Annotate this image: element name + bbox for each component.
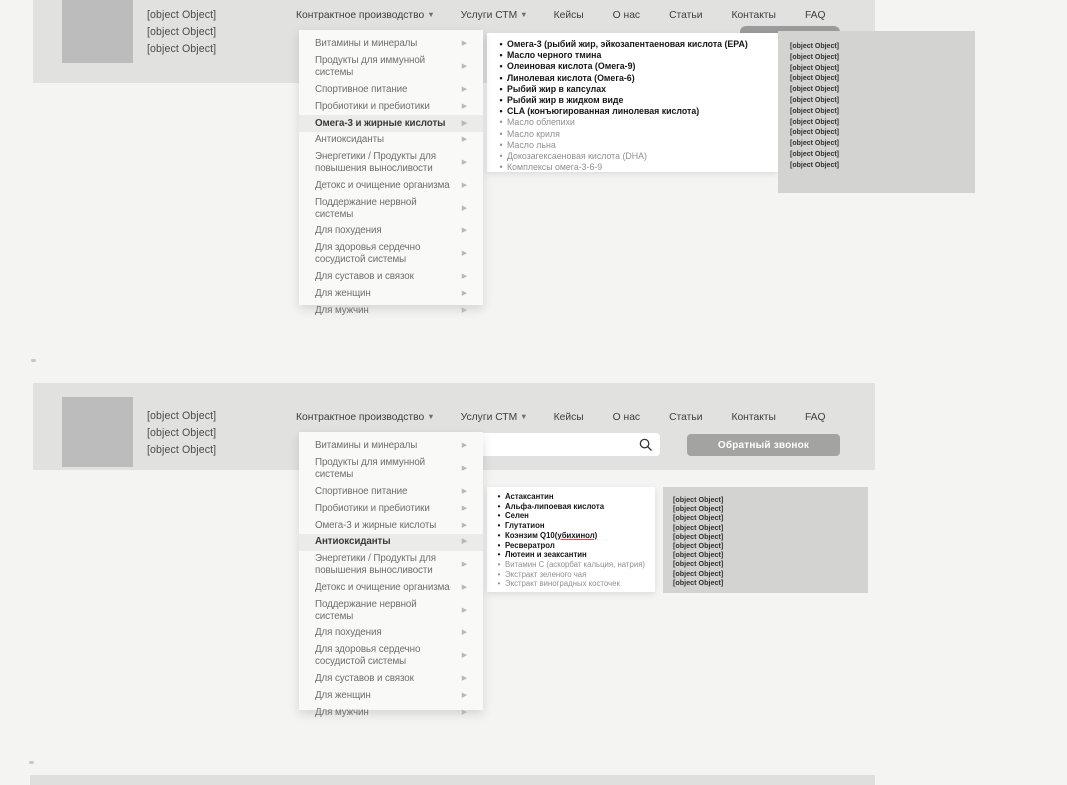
brand-tagline [147,408,216,460]
submenu-item[interactable] [493,502,649,512]
nav-item-label: FAQ [804,412,826,423]
arrow-right-icon: ▶ [461,606,467,614]
arrow-right-icon: ▶ [461,204,467,212]
arrow-right-icon: ▶ [461,159,467,167]
nav-item[interactable] [554,10,587,21]
caret-down-icon: ▼ [427,10,435,19]
main-nav [296,10,829,21]
nav-item-label: Статьи [669,10,703,21]
dropdown-item-category[interactable] [299,484,483,501]
artifact-mark [29,761,34,764]
arrow-right-icon: ▶ [461,521,467,529]
arrow-right-icon: ▶ [461,442,467,450]
category-dropdown [299,432,483,718]
submenu-item[interactable] [493,521,649,531]
submenu-item[interactable] [495,106,770,117]
dropdown-item-label: Продукты для иммунной системы [315,457,426,481]
dropdown-item-category[interactable] [299,302,483,319]
url-text: [object Object] [790,140,840,148]
arrow-right-icon: ▶ [461,272,467,280]
url-text: [object Object] [790,107,840,115]
dropdown-item-category[interactable] [299,223,483,240]
url-text: [object Object] [673,550,724,560]
submenu-item[interactable] [493,570,649,580]
bullet-icon [495,84,507,95]
dropdown-item-category[interactable] [299,704,483,721]
arrow-right-icon: ▶ [461,465,467,473]
search-field [480,433,660,456]
nav-item[interactable] [613,412,643,423]
arrow-right-icon: ▶ [461,85,467,93]
url-text: [object Object] [673,513,724,523]
submenu-item-text: Рыбий жир в капсулах [507,83,607,94]
dropdown-item-category[interactable] [299,149,483,178]
search-icon[interactable] [638,437,653,452]
arrow-right-icon: ▶ [461,652,467,660]
arrow-right-icon: ▶ [461,538,467,546]
nav-item-label: Статьи [669,412,703,423]
bullet-icon [493,541,505,551]
submenu-item-text: Омега-3 (рыбий жир, эйкозапентаеновая кислота (EPA) [507,39,748,49]
dropdown-item-category[interactable] [299,642,483,671]
submenu-item[interactable] [493,579,649,589]
submenu-item-text: Масло криля [507,128,560,139]
submenu-item-text: Масло льна [507,139,556,150]
submenu-item-text: Альфа-липоевая кислота [505,501,605,511]
nav-item[interactable] [805,412,829,423]
arrow-right-icon: ▶ [461,583,467,591]
submenu-item[interactable] [495,140,770,151]
arrow-right-icon: ▶ [461,250,467,258]
caret-down-icon: ▼ [520,10,528,19]
arrow-right-icon: ▶ [461,119,467,127]
nav-item-label: Контрактное производство [296,10,425,21]
tagline-line: [object Object] [147,26,217,39]
dropdown-item-label: Детокс и очищение организма [315,179,450,191]
bullet-icon [495,117,507,128]
dropdown-item-category[interactable] [299,687,483,704]
nav-item-label: Кейсы [553,10,584,21]
dropdown-item-category[interactable] [299,132,483,149]
bullet-icon [493,560,505,570]
url-text: [object Object] [790,96,840,104]
nav-item-label: Услуги СТМ [460,10,518,21]
arrow-right-icon: ▶ [461,629,467,637]
dropdown-item-label: Омега-3 и жирные кислоты [315,519,437,531]
dropdown-item-label: Омега-3 и жирные кислоты [315,117,446,129]
dropdown-item-label: Для суставов и связок [315,672,414,684]
url-text: [object Object] [673,495,724,504]
bullet-icon [493,531,505,541]
nav-item[interactable] [461,10,528,21]
dropdown-item-category[interactable] [299,285,483,302]
url-text: [object Object] [673,531,724,541]
url-text: [object Object] [790,43,840,50]
url-text: [object Object] [790,64,840,72]
arrow-right-icon: ▶ [461,561,467,569]
nav-item-label: Контакты [731,412,776,423]
submenu-list [493,492,649,589]
submenu-item-text: Ресвератрол [505,540,555,550]
dropdown-item-category[interactable] [299,98,483,115]
submenu-item[interactable] [493,492,649,502]
dropdown-item-category[interactable] [299,534,483,551]
bullet-icon [495,140,507,151]
dropdown-item-category[interactable] [299,82,483,99]
tagline-line: [object Object] [147,43,217,56]
arrow-right-icon: ▶ [461,691,467,699]
dropdown-item-label: Для суставов и связок [315,270,414,282]
submenu-item-text: Комплексы омега-3-6-9 [507,162,603,173]
dropdown-item-label: Спортивное питание [315,485,408,497]
dropdown-item-label: Поддержание нервной системы [315,196,417,220]
url-text: [object Object] [790,150,840,158]
submenu-panel [487,33,778,172]
tagline-line: [object Object] [147,427,217,440]
submenu-item[interactable] [493,541,649,551]
submenu-item[interactable] [493,511,649,521]
url-text: [object Object] [790,75,840,83]
submenu-item[interactable] [495,73,770,84]
dropdown-item-category[interactable] [299,671,483,688]
dropdown-item-label: Детокс и очищение организма [315,581,450,593]
url-text: [object Object] [673,577,724,587]
url-text: [object Object] [790,161,840,169]
tagline-line: [object Object] [147,410,217,422]
dropdown-item-label: Для похудения [315,627,382,639]
dropdown-item-category[interactable] [299,115,483,132]
submenu-item-text: Астаксантин [505,492,554,501]
dropdown-item-label: Энергетики / Продукты для повышения выносливости [315,151,436,175]
artifact-mark [31,359,36,362]
submenu-item[interactable] [495,162,770,173]
bullet-icon [493,521,505,531]
submenu-item-underlined-text: (убихинол) [554,530,598,540]
arrow-right-icon: ▶ [461,63,467,71]
bullet-icon [495,151,507,162]
arrow-right-icon: ▶ [461,674,467,682]
submenu-item-text: Рыбий жир в жидком виде [507,95,624,106]
main-nav [296,412,829,423]
dropdown-item-label: Антиоксиданты [315,536,391,548]
dropdown-item-label: Пробиотики и пребиотики [315,502,430,514]
dropdown-item-label: Витамины и минералы [315,38,418,50]
bullet-icon [493,502,505,512]
dropdown-item-category[interactable] [299,36,483,53]
url-text: [object Object] [790,86,840,94]
dropdown-item-category[interactable] [299,625,483,642]
submenu-item-text: Селен [505,511,529,521]
nav-item[interactable] [296,412,435,423]
dropdown-item-label: Для похудения [315,225,382,237]
url-text: [object Object] [673,541,724,551]
nav-item[interactable] [613,10,643,21]
submenu-item[interactable] [495,50,770,61]
submenu-panel [487,487,655,592]
arrow-right-icon: ▶ [461,102,467,110]
dropdown-item-category[interactable] [299,579,483,596]
dropdown-item-label: Пробиотики и пребиотики [315,100,430,112]
bullet-icon [493,570,505,580]
tagline-line: [object Object] [147,444,217,457]
caret-down-icon: ▼ [520,412,528,421]
dropdown-item-category[interactable] [299,194,483,223]
url-text: [object Object] [673,568,724,578]
submenu-item-text: Масло черного тмина [507,50,602,61]
submenu-item[interactable] [495,151,770,162]
arrow-right-icon: ▶ [461,504,467,512]
nav-item[interactable] [461,412,528,423]
arrow-right-icon: ▶ [461,306,467,314]
nav-item-label: Услуги СТМ [460,412,518,423]
dropdown-item-category[interactable] [299,438,483,455]
dropdown-item-category[interactable] [299,551,483,580]
submenu-item-text: Линолевая кислота (Омега-6) [507,72,635,83]
submenu-item-text: Коэнзим Q10 [505,530,555,540]
arrow-right-icon: ▶ [461,708,467,716]
submenu-item[interactable] [495,129,770,140]
nav-item-label: О нас [612,412,641,423]
arrow-right-icon: ▶ [461,289,467,297]
nav-item-label: Контрактное производство [296,412,425,423]
nav-item-label: О нас [612,10,641,21]
bullet-icon [495,61,507,72]
url-list-panel [663,487,868,593]
dropdown-item-label: Для женщин [315,287,371,299]
nav-item-label: Контакты [731,10,776,21]
dropdown-item-label: Продукты для иммунной системы [315,55,426,79]
submenu-item[interactable] [495,95,770,106]
caret-down-icon: ▼ [427,412,435,421]
submenu-item-text: Экстракт зеленого чая [505,569,587,579]
dropdown-item-category[interactable] [299,240,483,269]
bullet-icon [493,550,505,560]
nav-item-label: FAQ [804,10,826,21]
url-list-panel [778,31,975,193]
submenu-item[interactable] [493,531,649,541]
submenu-item-text: Лютеин и зеаксантин [505,550,587,560]
bullet-icon [495,50,507,61]
arrow-right-icon: ▶ [461,136,467,144]
dropdown-item-category[interactable] [299,596,483,625]
submenu-item[interactable] [493,560,649,570]
dropdown-item-label: Витамины и минералы [315,440,418,452]
arrow-right-icon: ▶ [461,227,467,235]
dropdown-item-category[interactable] [299,455,483,484]
bullet-icon [493,511,505,521]
header-bar-partial [30,775,875,785]
bullet-icon [495,95,507,106]
dropdown-item-label: Антиоксиданты [315,134,384,146]
submenu-item[interactable] [495,61,770,72]
dropdown-item-category[interactable] [299,269,483,286]
nav-item[interactable] [669,10,705,21]
submenu-item-text: Витамин С (аскорбат кальция, натрия) [505,559,646,569]
url-text: [object Object] [673,522,724,532]
arrow-right-icon: ▶ [461,181,467,189]
dropdown-item-category[interactable] [299,177,483,194]
tagline-line: [object Object] [147,9,217,21]
dropdown-item-label: Энергетики / Продукты для повышения выносливости [315,553,436,577]
bullet-icon [493,492,505,502]
dropdown-item-category[interactable] [299,53,483,82]
submenu-item-text: Масло облепихи [507,117,575,128]
dropdown-item-label: Для мужчин [315,304,369,316]
bullet-icon [493,579,505,589]
submenu-item-text: Глутатион [505,521,545,531]
dropdown-item-label: Для здоровья сердечно сосудистой системы [315,644,421,668]
dropdown-item-label: Поддержание нервной системы [315,598,417,622]
callback-button[interactable]: Обратный звонок [687,434,840,456]
nav-item[interactable] [554,412,587,423]
dropdown-item-label: Спортивное питание [315,83,408,95]
dropdown-item-category[interactable] [299,517,483,534]
submenu-list [495,39,770,173]
bullet-icon [495,39,507,50]
arrow-right-icon: ▶ [461,487,467,495]
url-text: [object Object] [790,118,840,126]
submenu-item-text: CLA (конъюгированная линолевая кислота) [507,106,700,117]
dropdown-item-label: Для женщин [315,689,371,701]
submenu-item-text: Докозагексаеновая кислота (DHA) [507,151,647,162]
submenu-item[interactable] [493,550,649,560]
url-text: [object Object] [673,559,724,569]
submenu-item[interactable] [495,39,770,50]
nav-item[interactable] [805,10,829,21]
bullet-icon [495,106,507,117]
dropdown-item-category[interactable] [299,500,483,517]
nav-item[interactable] [731,10,778,21]
nav-item[interactable] [731,412,778,423]
logo-placeholder [62,0,133,63]
submenu-item[interactable] [495,117,770,128]
bullet-icon [495,129,507,140]
category-dropdown [299,30,483,316]
search-input[interactable] [480,433,660,456]
nav-item-label: Кейсы [553,412,584,423]
brand-tagline [147,7,216,59]
nav-item[interactable] [669,412,705,423]
bullet-icon [495,162,507,173]
logo-placeholder [62,397,133,467]
submenu-item-text: Олеиновая кислота (Омега-9) [507,61,636,72]
url-text: [object Object] [790,53,840,61]
submenu-item-text: Экстракт виноградных косточек [505,579,620,589]
dropdown-item-label: Для здоровья сердечно сосудистой системы [315,242,421,266]
url-text: [object Object] [790,129,840,137]
bullet-icon [495,73,507,84]
dropdown-item-label: Для мужчин [315,706,369,718]
arrow-right-icon: ▶ [461,40,467,48]
nav-item[interactable] [296,10,435,21]
url-text: [object Object] [673,504,724,514]
submenu-item[interactable] [495,84,770,95]
